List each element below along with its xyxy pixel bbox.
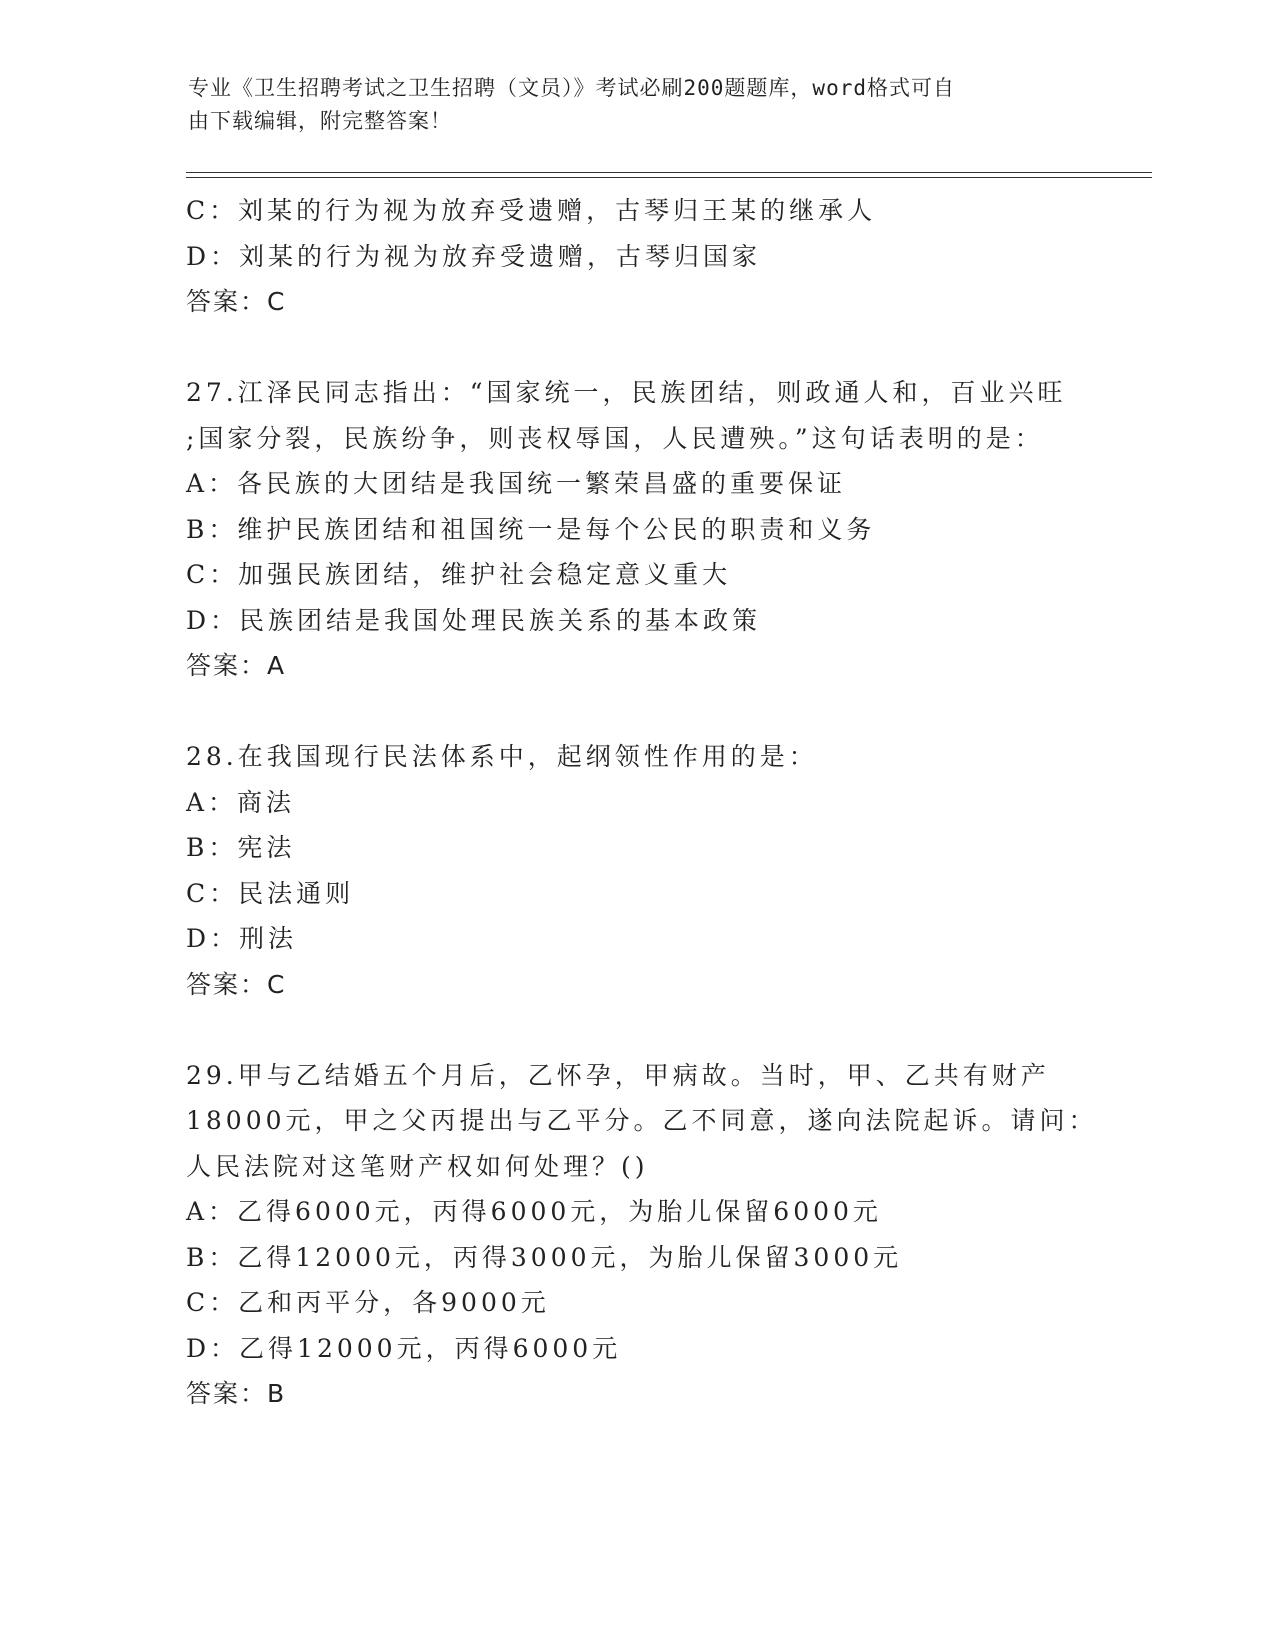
option-a: A：商法 [186, 787, 296, 817]
spacer [186, 1007, 1146, 1053]
option-a: A：乙得6000元，丙得6000元，为胎儿保留6000元 [186, 1197, 882, 1226]
page-header [188, 72, 1088, 138]
option-c: C：乙和丙平分，各9000元 [186, 1288, 550, 1317]
question-27 [186, 370, 1146, 689]
question-list [186, 188, 1146, 1417]
option-d: D：乙得12000元，丙得6000元 [186, 1333, 622, 1363]
answer: 答案：C [186, 287, 287, 316]
answer: 答案：B [186, 1379, 287, 1408]
option-b: B：乙得12000元，丙得3000元，为胎儿保留3000元 [186, 1242, 903, 1272]
answer: 答案：C [186, 969, 287, 999]
spacer [186, 325, 1146, 371]
question-text: 27.江泽民同志指出：“国家统一，民族团结，则政通人和，百业兴旺 [186, 378, 1067, 407]
option-d: D：民族团结是我国处理民族关系的基本政策 [186, 605, 762, 635]
header-rule-top [186, 172, 1152, 173]
question-text: 28.在我国现行民法体系中，起纲领性作用的是： [186, 742, 818, 771]
option-c: C：刘某的行为视为放弃受遗赠，古琴归王某的继承人 [186, 196, 877, 225]
header-line-2: 由下载编辑，附完整答案！ [188, 109, 452, 133]
header-rule-bottom [186, 177, 1152, 178]
question-28 [186, 734, 1146, 1007]
option-b: B：维护民族团结和祖国统一是每个公民的职责和义务 [186, 514, 876, 544]
question-text: 人民法院对这笔财产权如何处理？() [186, 1151, 649, 1181]
answer: 答案：A [186, 651, 287, 680]
option-d: D：刘某的行为视为放弃受遗赠，古琴归国家 [186, 241, 762, 271]
option-d: D：刑法 [186, 924, 298, 953]
option-b: B：宪法 [186, 833, 296, 862]
header-line-1: 专业《卫生招聘考试之卫生招聘（文员）》考试必刷200题题库，word格式可自 [188, 76, 955, 100]
carryover-question [186, 188, 1146, 325]
question-29 [186, 1053, 1146, 1417]
option-c: C：民法通则 [186, 878, 355, 908]
option-a: A：各民族的大团结是我国统一繁荣昌盛的重要保证 [186, 469, 847, 498]
spacer [186, 689, 1146, 735]
question-text: ;国家分裂，民族纷争，则丧权辱国，人民遭殃。”这句话表明的是： [186, 423, 1044, 453]
question-text: 29.甲与乙结婚五个月后，乙怀孕，甲病故。当时，甲、乙共有财产 [186, 1060, 1050, 1090]
question-text: 18000元，甲之父丙提出与乙平分。乙不同意，遂向法院起诉。请问： [186, 1106, 1098, 1135]
option-c: C：加强民族团结，维护社会稳定意义重大 [186, 560, 732, 589]
